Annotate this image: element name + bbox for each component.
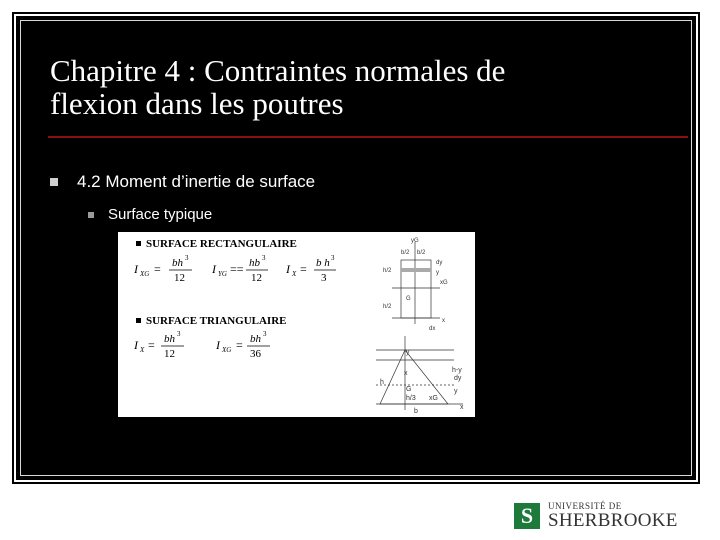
tri-heading-bullet-icon <box>136 318 141 323</box>
tri-heading: SURFACE TRIANGULAIRE <box>146 315 287 327</box>
rect-label-x: x <box>442 318 445 324</box>
rect-label-h2b: h/2 <box>383 304 392 310</box>
rect-ixg-den: 12 <box>174 272 185 284</box>
inertia-figure-svg <box>118 232 475 417</box>
svg-text:=: = <box>148 338 155 352</box>
tri-label-y2: y <box>454 388 458 395</box>
rect-ixg-exp: 3 <box>185 254 189 262</box>
rect-label-xg: xG <box>440 280 448 286</box>
tri-label-dy: dy <box>454 375 462 382</box>
triangle-diagram <box>376 336 464 415</box>
rect-label-yg: yG <box>411 238 419 244</box>
logo-top-text: UNIVERSITÉ DE <box>548 501 622 511</box>
rect-iyg-num: hb <box>249 257 260 269</box>
rect-ix-sub: X <box>292 270 297 278</box>
rect-label-dy: dy <box>436 260 443 266</box>
tri-ix-den: 12 <box>164 348 175 360</box>
title-line-2: flexion dans les poutres <box>50 86 344 121</box>
rect-ix-den: 3 <box>321 272 327 284</box>
tri-ix-sub: X <box>140 346 145 354</box>
rect-iyg-sub: YG <box>218 270 227 278</box>
svg-text:==: == <box>230 262 244 276</box>
tri-label-h3: h/3 <box>406 395 416 402</box>
rect-iyg-exp: 3 <box>262 254 266 262</box>
svg-text:I: I <box>216 338 220 352</box>
rect-label-b2b: b/2 <box>417 250 426 256</box>
slide-title <box>50 54 650 120</box>
svg-text:=: = <box>236 338 243 352</box>
tri-label-b: b <box>414 408 418 415</box>
rect-iyg-den: 12 <box>251 272 262 284</box>
tri-label-h: h <box>380 379 384 386</box>
rect-label-dx: dx <box>429 326 436 332</box>
square-bullet-icon <box>50 178 58 186</box>
bullet-level-2-text: Surface typique <box>108 206 213 223</box>
university-logo <box>514 502 678 530</box>
tri-ix-exp: 3 <box>177 330 181 338</box>
svg-text:I: I <box>134 262 138 276</box>
rect-ix-num: b h <box>316 257 330 269</box>
svg-text:I: I <box>134 338 138 352</box>
rect-ixg-sub: XG <box>140 270 150 278</box>
tri-label-x2: x <box>460 404 464 411</box>
title-divider <box>48 136 688 138</box>
bullet-level-1-text: 4.2 Moment d’inertie de surface <box>77 172 316 191</box>
logo-wordmark <box>548 502 678 530</box>
svg-text:=: = <box>154 262 161 276</box>
rect-label-g: G <box>406 296 411 302</box>
slide-frame <box>14 14 698 482</box>
tri-ix-num: bh <box>164 333 175 345</box>
svg-text:I: I <box>286 262 290 276</box>
rect-ixg-num: bh <box>172 257 183 269</box>
rect-label-b2a: b/2 <box>401 250 410 256</box>
sherbrooke-logo-icon: S <box>514 503 540 529</box>
tri-ixg-sub: XG <box>222 346 232 354</box>
tri-ixg-num: bh <box>250 333 261 345</box>
bullet-level-2 <box>88 206 212 223</box>
tri-label-y: y <box>406 349 410 356</box>
rect-heading-bullet-icon <box>136 241 141 246</box>
rect-ix-exp: 3 <box>331 254 335 262</box>
tri-label-hy: h-y <box>452 367 462 374</box>
logo-main-text: SHERBROOKE <box>548 510 678 531</box>
rect-diagram <box>383 238 448 332</box>
rect-label-y: y <box>436 270 439 276</box>
tri-label-x: x <box>404 370 408 377</box>
bullet-level-1 <box>50 172 315 192</box>
tri-label-xg: xG <box>429 395 438 402</box>
rect-heading: SURFACE RECTANGULAIRE <box>146 238 297 250</box>
tri-label-g: G <box>406 386 412 393</box>
title-line-1: Chapitre 4 : Contraintes normales de <box>50 53 506 88</box>
svg-text:I: I <box>212 262 216 276</box>
svg-text:=: = <box>300 262 307 276</box>
inertia-figure <box>118 232 475 417</box>
tri-ixg-exp: 3 <box>263 330 267 338</box>
rect-label-h2a: h/2 <box>383 268 392 274</box>
square-bullet-icon <box>88 212 94 218</box>
tri-ixg-den: 36 <box>250 348 261 360</box>
